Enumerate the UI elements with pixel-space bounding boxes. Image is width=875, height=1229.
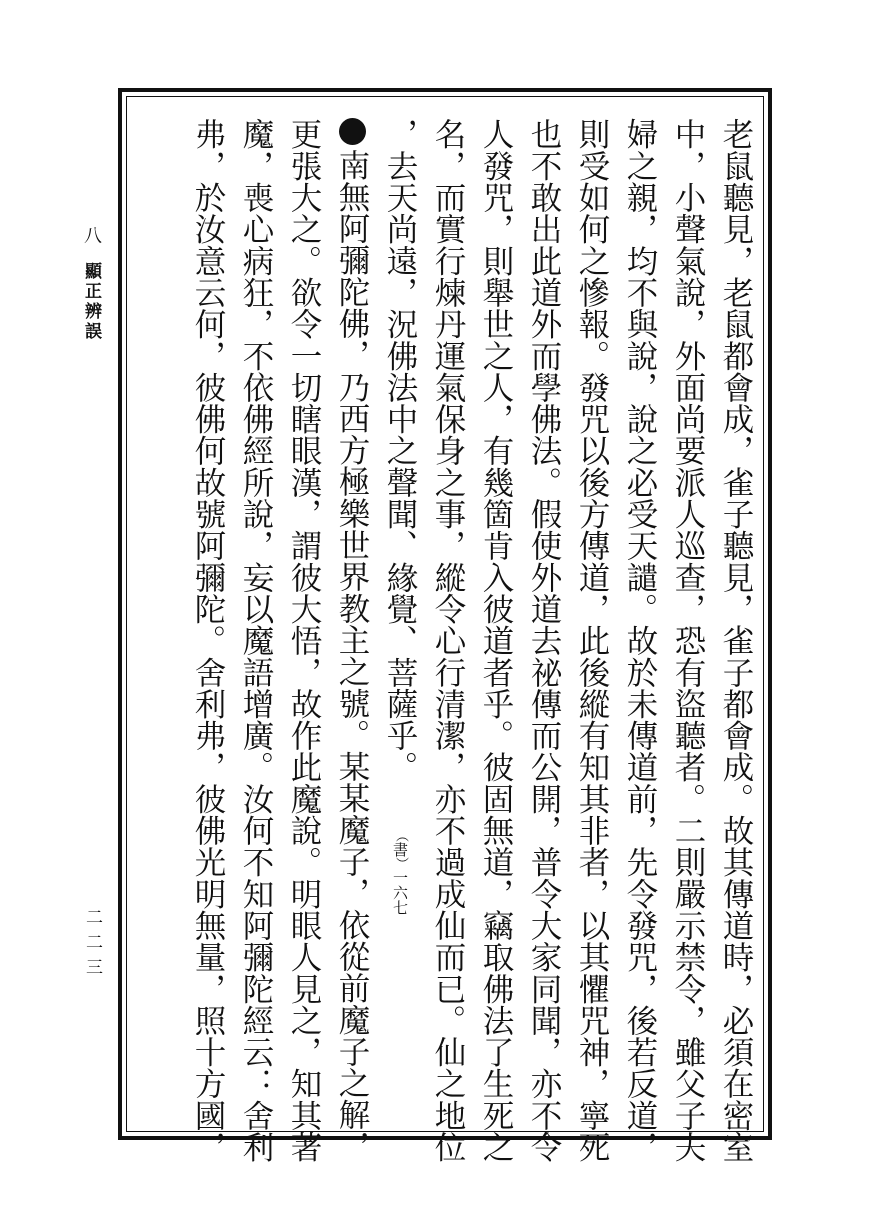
text-column-8-body: ，去天尚遠，況佛法中之聲聞、緣覺、菩薩乎。 (382, 118, 418, 783)
citation-note-number: 一六七 (391, 869, 409, 915)
text-column-12: 弗，於汝意云何，彼佛何故號阿彌陀。舍利弗，彼佛光明無量，照十方國， (190, 118, 226, 1163)
text-column-2: 中，小聲氣說，外面尚要派人巡查，恐有盜聽者。二則嚴示禁令，雖父子夫 (670, 118, 706, 1163)
text-column-3: 婦之親，均不與說，說之必受天譴。故於未傳道前，先令發咒，後若反道， (622, 118, 658, 1163)
text-column-1: 老鼠聽見，老鼠都會成，雀子聽見，雀子都會成。故其傳道時，必須在密室 (718, 118, 754, 1163)
section-bullet-icon (339, 118, 366, 145)
citation-note-label: 書 (391, 841, 409, 857)
text-column-9 (332, 118, 372, 1162)
page-number: 二二三 (82, 908, 102, 983)
text-column-6: 人發咒，則舉世之人，有幾箇肯入彼道者乎。彼固無道，竊取佛法了生死之 (478, 118, 514, 1163)
section-number: 八 (81, 226, 102, 247)
book-title: 顯正辨誤 (81, 262, 101, 342)
text-column-8 (380, 118, 420, 915)
text-column-9-body: 南無阿彌陀佛，乃西方極樂世界教主之號。某某魔子，依從前魔子之解， (334, 149, 370, 1162)
text-column-10: 更張大之。欲令一切瞎眼漢，謂彼大悟，故作此魔說。明眼人見之，知其著 (286, 118, 322, 1163)
text-column-5: 也不敢出此道外而學佛法。假使外道去祕傳而公開，普令大家同聞，亦不令 (526, 118, 562, 1163)
citation-note: ︵書︶一六七 (391, 828, 409, 915)
text-column-7: 名，而實行煉丹運氣保身之事，縱令心行清潔，亦不過成仙而已。仙之地位 (430, 118, 466, 1163)
text-column-11: 魔，喪心病狂，不依佛經所說，妄以魔語增廣。汝何不知阿彌陀經云：舍利 (238, 118, 274, 1163)
text-column-4: 則受如何之慘報。發咒以後方傳道，此後縱有知其非者，以其懼咒神，寧死 (574, 118, 610, 1163)
